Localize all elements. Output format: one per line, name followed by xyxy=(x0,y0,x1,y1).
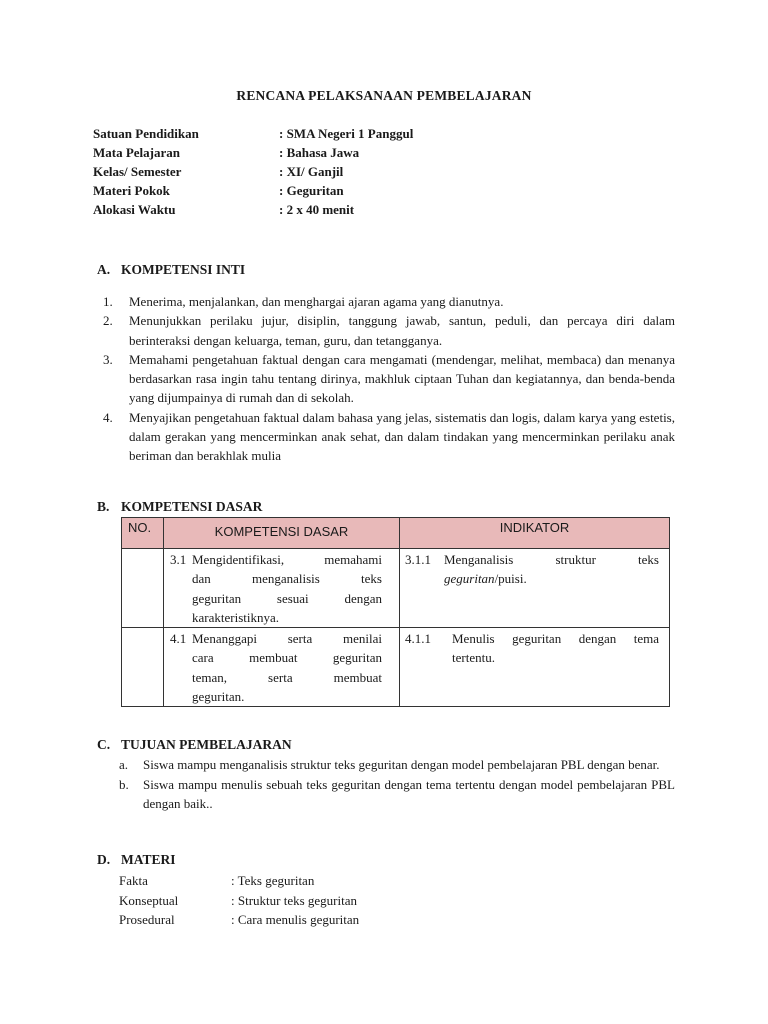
info-row-topic xyxy=(93,183,413,202)
cell-kompetensi-dasar xyxy=(164,549,400,628)
info-row-subject xyxy=(93,145,413,164)
table-row xyxy=(122,628,670,707)
section-d-heading xyxy=(97,852,176,868)
info-row-time xyxy=(93,202,413,221)
materi-value: : Struktur teks geguritan xyxy=(231,892,358,908)
list-number: 2. xyxy=(103,313,113,329)
list-letter: b. xyxy=(119,776,129,792)
cell-no xyxy=(122,549,164,628)
section-letter: A. xyxy=(97,262,111,277)
kd-line xyxy=(170,648,382,667)
ind-code: 3.1.1 xyxy=(405,552,431,567)
kd-text: geguritan. xyxy=(192,689,245,705)
section-letter: B. xyxy=(97,499,110,514)
info-label: Alokasi Waktu xyxy=(93,202,176,217)
section-title: KOMPETENSI DASAR xyxy=(121,499,263,514)
kd-text: cara membuat geguritan xyxy=(192,650,382,666)
info-value: : XI/ Ganjil xyxy=(279,164,344,179)
kd-indent xyxy=(170,569,192,588)
document-title: RENCANA PELAKSANAAN PEMBELAJARAN xyxy=(236,88,532,103)
ind-rest: /puisi. xyxy=(494,571,527,587)
cell-kompetensi-dasar xyxy=(164,628,400,707)
ind-text: Menganalisis struktur teks xyxy=(444,552,659,567)
list-item xyxy=(103,350,675,408)
list-letter: a. xyxy=(119,757,129,772)
materi-label: Konseptual xyxy=(119,892,179,908)
ind-text: Menulis geguritan dengan tema tertentu. xyxy=(452,631,659,666)
table-header-row xyxy=(122,518,670,549)
kd-line xyxy=(170,687,382,706)
list-item xyxy=(119,775,675,814)
section-letter: D. xyxy=(97,852,111,867)
kd-code: 4.1 xyxy=(170,631,187,647)
info-value: : Geguritan xyxy=(279,183,344,198)
kd-line xyxy=(170,668,382,687)
materi-label: Fakta xyxy=(119,873,148,888)
list-text: Siswa mampu menganalisis struktur teks geguritan dengan model pembelajaran PBL dengan benar. xyxy=(143,757,660,772)
info-label: Kelas/ Semester xyxy=(93,164,182,179)
ind-italic: geguritan xyxy=(444,571,495,587)
list-item xyxy=(119,755,675,775)
kompetensi-inti-list xyxy=(103,292,675,466)
info-row-school xyxy=(93,126,413,145)
ind-code: 4.1.1 xyxy=(405,631,431,647)
list-item xyxy=(103,311,675,350)
kd-line xyxy=(170,550,382,569)
kd-line xyxy=(170,569,382,588)
list-item xyxy=(103,292,675,311)
materi-label: Prosedural xyxy=(119,912,175,927)
info-label: Mata Pelajaran xyxy=(93,145,181,160)
tujuan-list xyxy=(119,755,675,814)
section-b-heading xyxy=(97,499,262,515)
section-a-heading xyxy=(97,262,245,278)
materi-value: : Teks geguritan xyxy=(231,873,315,888)
kompetensi-dasar-table xyxy=(121,517,670,707)
kd-indent xyxy=(170,668,192,687)
section-letter: C. xyxy=(97,737,111,752)
cell-indikator xyxy=(400,549,670,628)
info-value: : 2 x 40 menit xyxy=(279,202,355,217)
info-row-class xyxy=(93,164,413,183)
kd-line xyxy=(170,608,382,627)
list-text: Menyajikan pengetahuan faktual dalam bahasa yang jelas, sistematis dan logis, dalam karya yang estetis, dalam gerakan yang mencerminkan anak sehat, dan dalam tindakan yang mencerminkan perilaku anak beriman dan berakhlak mulia xyxy=(129,409,675,464)
identity-block xyxy=(93,126,413,221)
list-text: Siswa mampu menulis sebuah teks geguritan dengan tema tertentu dengan model pembelajaran PBL dengan baik.. xyxy=(143,776,675,811)
info-value: : SMA Negeri 1 Panggul xyxy=(279,126,414,141)
kd-line xyxy=(170,629,382,648)
kd-text: Mengidentifikasi, memahami xyxy=(192,552,382,567)
section-title: TUJUAN PEMBELAJARAN xyxy=(121,737,292,752)
kd-indent xyxy=(170,608,192,627)
list-text: Menerima, menjalankan, dan menghargai ajaran agama yang dianutnya. xyxy=(129,294,504,309)
ind-line xyxy=(405,550,659,569)
materi-list xyxy=(119,871,359,930)
list-item xyxy=(103,408,675,466)
materi-row xyxy=(119,910,359,930)
cell-no xyxy=(122,628,164,707)
header-indikator: INDIKATOR xyxy=(400,518,670,549)
ind-line xyxy=(405,629,659,668)
kd-text: geguritan sesuai dengan xyxy=(192,590,382,606)
kd-code: 3.1 xyxy=(170,552,187,567)
kd-text: dan menganalisis teks xyxy=(192,571,382,587)
info-label: Satuan Pendidikan xyxy=(93,126,199,141)
list-number: 4. xyxy=(103,409,113,425)
kd-indent xyxy=(170,589,192,608)
cell-indikator xyxy=(400,628,670,707)
ind-text-cont xyxy=(444,569,527,588)
info-value: : Bahasa Jawa xyxy=(279,145,360,160)
section-c-heading xyxy=(97,737,292,753)
table-row xyxy=(122,549,670,628)
kd-indent xyxy=(170,687,192,706)
ind-line xyxy=(405,569,659,588)
list-text: Memahami pengetahuan faktual dengan cara mengamati (mendengar, melihat, membaca) dan menanya berdasarkan rasa ingin tahu tentang dirinya, makhluk ciptaan Tuhan dan kegiatannya, dan benda-benda yang dijumpainya di rumah dan di sekolah. xyxy=(129,351,675,406)
list-text: Menunjukkan perilaku jujur, disiplin, tanggung jawab, santun, peduli, dan percaya diri dalam berinteraksi dengan keluarga, teman, guru, dan tetangganya. xyxy=(129,313,675,348)
header-kompetensi-dasar: KOMPETENSI DASAR xyxy=(164,518,400,549)
list-number: 3. xyxy=(103,351,113,367)
header-no: NO. xyxy=(122,518,164,549)
materi-value: : Cara menulis geguritan xyxy=(231,912,360,927)
kd-line xyxy=(170,589,382,608)
kd-text: teman, serta membuat xyxy=(192,669,382,685)
kd-indent xyxy=(170,648,192,667)
kd-text: Menanggapi serta menilai xyxy=(192,631,382,647)
info-label: Materi Pokok xyxy=(93,183,170,198)
section-title: KOMPETENSI INTI xyxy=(121,262,246,277)
kd-text: karakteristiknya. xyxy=(192,609,279,625)
materi-row xyxy=(119,891,359,911)
materi-row xyxy=(119,871,359,891)
section-title: MATERI xyxy=(121,852,176,867)
ind-indent xyxy=(405,569,444,588)
list-number: 1. xyxy=(103,294,113,309)
